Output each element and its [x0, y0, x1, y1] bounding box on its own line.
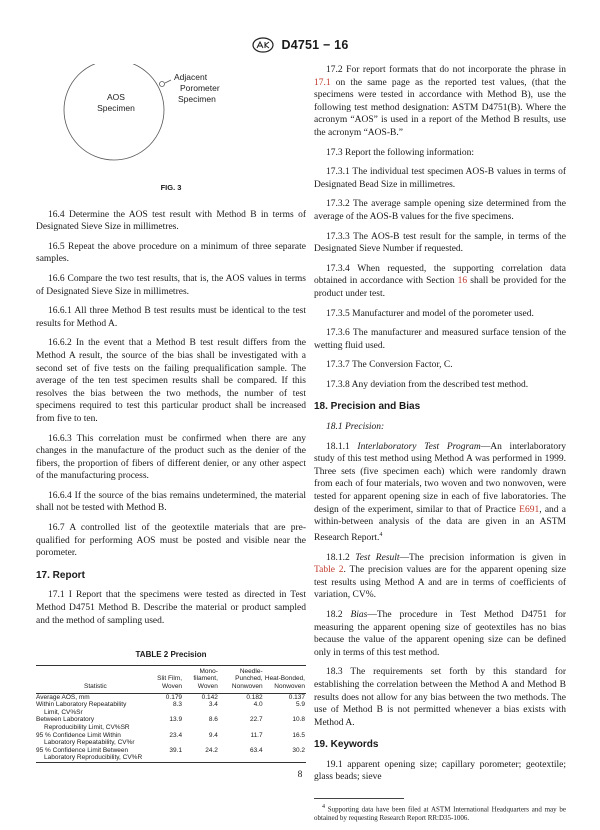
adjacent-label-line-3: Specimen	[178, 94, 216, 104]
row-label-text: 95 % Confidence Limit Between	[36, 746, 129, 754]
para-19-1: 19.1 apparent opening size; capillary porometer; geotextile; glass beads; sieve	[314, 759, 566, 783]
para-16-5: 16.5 Repeat the above procedure on a minimum of three separate samples.	[36, 241, 306, 265]
porometer-specimen-circle	[160, 82, 165, 87]
right-column	[314, 64, 566, 830]
para-17-3-7: 17.3.7 The Conversion Factor, C.	[326, 360, 453, 371]
table-cell: 11.7	[250, 731, 263, 739]
text: —The procedure in Test Method D4751 for measuring the apparent opening size of geotextiles has no bias because the value of the apparent opening size can be defined only in terms of this test method.	[314, 609, 567, 658]
para-16-6: 16.6 Compare the two test results, that is, the AOS values in terms of Designated Sieve Size in millimetres.	[36, 273, 306, 297]
para-17-3-8: 17.3.8 Any deviation from the described test method.	[326, 379, 529, 390]
table-cell: 0.182	[246, 693, 263, 701]
link-section-16[interactable]: 16	[457, 276, 468, 287]
table-title: TABLE 2 Precision	[135, 650, 207, 660]
table-cell: 9.4	[208, 731, 218, 739]
para-16-7: 16.7 A controlled list of the geotextile materials that are pre-qualified for performing AOS must be posted and visible near the porometer.	[36, 523, 306, 559]
table-cell: 39.1	[169, 746, 183, 754]
table-row	[36, 693, 306, 701]
page-header	[0, 36, 600, 54]
link-e691[interactable]: E691	[519, 504, 540, 515]
table-row	[36, 701, 306, 716]
row-label-text: Within Laboratory Repeatability	[36, 701, 127, 709]
text: . The precision values are for the apparent opening size test results using Method A and are in terms of coefficients of variation, CV%.	[314, 565, 566, 601]
footnote-ref: 4	[379, 531, 383, 538]
leader-line	[165, 80, 171, 83]
para-16-6-1: 16.6.1 All three Method B test results must be identical to the test results for Method A.	[36, 306, 306, 329]
para-18-1: 18.1 Precision:	[326, 422, 385, 433]
table-cell: 10.8	[292, 716, 305, 724]
table-cell: 63.4	[249, 746, 263, 754]
para-17-3-5: 17.3.5 Manufacturer and model of the porometer used.	[326, 308, 534, 319]
row-label-text: Average AOS, mm	[36, 693, 90, 701]
link-17-1[interactable]: 17.1	[314, 77, 331, 88]
page-number: 8	[297, 770, 303, 780]
figure-3	[36, 64, 306, 176]
precision-table	[36, 665, 306, 763]
text: 17.3.4 When requested, the supporting correlation data obtained in accordance with Section	[314, 263, 566, 287]
section-heading-17: 17. Report	[36, 569, 85, 581]
adjacent-label-line-2: Porometer	[180, 83, 220, 93]
table-cell: 8.6	[208, 716, 218, 724]
table-row	[36, 732, 306, 747]
para-17-2	[314, 64, 566, 140]
table-cell: 16.5	[292, 731, 305, 739]
para-16-6-2: 16.6.2 In the event that a Method B test result differs from the Method A result, the source of the bias shall be investigated with a second set of five tests on the failing prequalification sample. The average of the ten test specimen results shall be compared. If this resolves the bias between the two methods, the number of test specimens required to test this particular product shall be increased from five to ten.	[36, 338, 306, 424]
para-17-3-2: 17.3.2 The average sample opening size determined from the average of the AOS-B values for the five specimens.	[314, 199, 566, 222]
para-17-3-1: 17.3.1 The individual test specimen AOS-B values in terms of Designated Bead Size in millimetres.	[314, 167, 566, 190]
footnote-divider	[314, 798, 404, 799]
table-header-row	[36, 665, 306, 693]
para-17-3-3: 17.3.3 The AOS-B test result for the sample, in terms of the Designated Sieve Number if requested.	[314, 231, 566, 255]
text: 18.2	[326, 609, 343, 620]
para-16-6-4: 16.6.4 If the source of the bias remains undetermined, the material shall not be tested with Method B.	[36, 490, 306, 514]
table-cell: 23.4	[169, 731, 183, 739]
table-cell: 3.4	[208, 701, 218, 709]
subheading: Interlaboratory Test Program	[357, 441, 481, 452]
table-header-slit-film: Slit Film, Woven	[157, 675, 183, 690]
text: —The precision information is given in	[399, 552, 567, 563]
table-row-label	[36, 693, 155, 701]
row-label-continuation: Laboratory Reproducibility, CV%R	[44, 754, 143, 762]
footnote-4	[314, 803, 566, 823]
table-cell: 8.3	[173, 701, 183, 709]
table-cell: 5.9	[295, 701, 305, 709]
table-header-needle-punched: Needle-Punched, Nonwoven	[231, 667, 263, 690]
adjacent-label-line-1: Adjacent	[174, 72, 208, 82]
para-17-3-4	[314, 263, 566, 301]
section-heading-18: 18. Precision and Bias	[314, 401, 421, 413]
row-label-text: 95 % Confidence Limit Within	[36, 731, 121, 739]
para-18-2	[314, 609, 566, 659]
row-label-continuation: Laboratory Repeatability, CV%r	[44, 739, 135, 747]
table-cell: 24.2	[205, 746, 218, 754]
table-cell: 13.9	[169, 716, 183, 724]
table-cell: 0.137	[288, 693, 305, 701]
table-row-label	[36, 747, 155, 763]
table-cell: 30.2	[292, 746, 305, 754]
astm-logo-icon	[252, 37, 274, 53]
text: shall be provided for the product under test.	[314, 276, 566, 299]
table-cell: 0.179	[165, 693, 183, 701]
row-label-continuation: Limit, CV%Sr	[44, 708, 83, 716]
para-18-1-1	[314, 441, 566, 545]
row-label-text: Between Laboratory	[36, 716, 95, 724]
text: 17.2 For report formats that do not incorporate the phrase in	[326, 65, 566, 75]
table-row-label	[36, 732, 155, 747]
table-header-heat-bonded: Heat-Bonded, Nonwoven	[264, 675, 305, 690]
para-18-3: 18.3 The requirements set forth by this standard for establishing the correlation between the Method A and Method B results does not allow for any bias between the two methods. The use of Method B is not permitted whenever a bias exists with Method A.	[314, 667, 566, 728]
aos-label-line-1: AOS	[107, 92, 125, 102]
table-cell: 22.7	[249, 716, 263, 724]
figure-3-diagram	[36, 64, 306, 176]
table-header-monofilament: Mono-filament, Woven	[193, 667, 218, 690]
aos-label-line-2: Specimen	[97, 103, 135, 113]
para-16-6-3: 16.6.3 This correlation must be confirmed when there are any changes in the manufacture of the product such as the denier of the fibers, the proportion of fibers of different denier, or any other aspect of the manufacturing process.	[36, 433, 306, 482]
left-column	[36, 64, 306, 763]
text: on the same page as the reported test values, (that the specimens were tested in accordance with Method B), use the following test method designation: ASTM D4751(B). Where the acronym “AOS” is used in a report of the Method B results, use the acronym “AOS-B.”	[314, 77, 566, 138]
text: —An interlaboratory study of this test method using Method A was performed in 1999. Three sets (five specimen each) which were randomly drawn from each of four materials, two woven and two nonwoven, were tested for apparent opening size in each of five laboratories. The design of the experiment, similar to that of Practice	[314, 441, 567, 515]
table-row-label	[36, 701, 155, 716]
para-17-1: 17.1 I Report that the specimens were tested as directed in Test Method D4751 Method B. Describe the material or product sampled and the method of sampling used.	[36, 590, 306, 626]
table-cell: 0.142	[201, 693, 218, 701]
para-16-4: 16.4 Determine the AOS test result with Method B in terms of Designated Sieve Size in millimetres.	[36, 209, 306, 233]
table-header-statistic: Statistic	[84, 683, 107, 690]
footnote-text: Supporting data have been filed at ASTM International Headquarters and may be obtained by requesting Research Report RR:D35-1006.	[314, 805, 567, 823]
row-label-continuation: Reproducibility Limit, CV%SR	[44, 723, 130, 731]
text: 18.1.1	[326, 441, 350, 452]
para-17-3-6: 17.3.6 The manufacturer and measured surface tension of the wetting fluid used.	[314, 328, 566, 351]
subheading: Bias	[350, 609, 368, 620]
table-row	[36, 716, 306, 731]
footnote-number: 4	[322, 804, 325, 811]
figure-caption: FIG. 3	[160, 183, 182, 192]
table-cell: 4.0	[253, 701, 263, 709]
subheading: Test Result	[355, 552, 400, 563]
para-18-1-2	[314, 552, 566, 602]
section-heading-19: 19. Keywords	[314, 739, 379, 751]
table-row-label	[36, 716, 155, 731]
link-table-2[interactable]: Table 2	[314, 565, 344, 576]
para-17-3: 17.3 Report the following information:	[326, 147, 475, 158]
text: , and a within-between analysis of the data are given in an ASTM Research Report.	[314, 504, 566, 543]
text: 18.1.2	[326, 552, 350, 563]
document-id: D4751 − 16	[281, 38, 349, 53]
table-row	[36, 747, 306, 763]
